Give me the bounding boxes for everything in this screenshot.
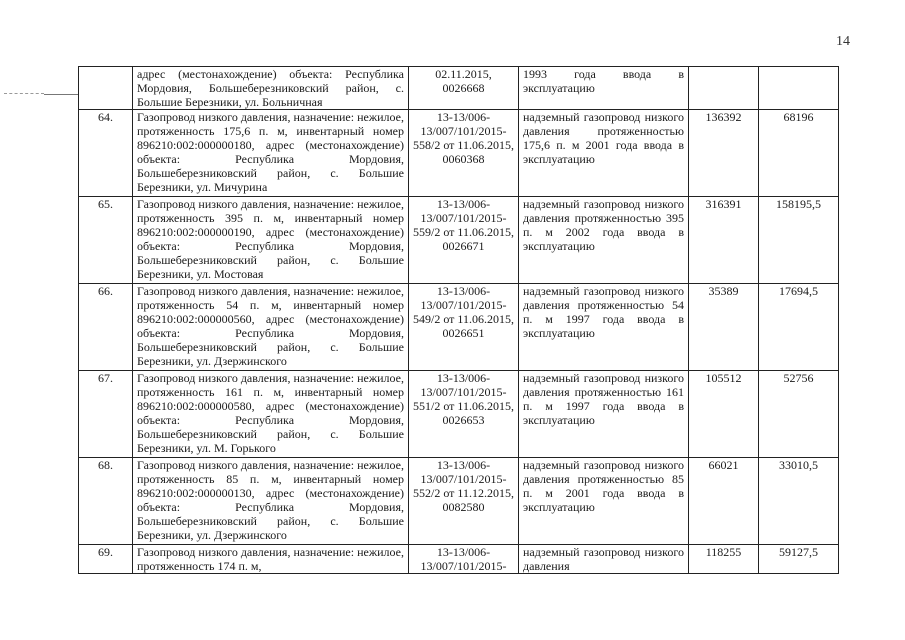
table-row <box>79 458 839 545</box>
value-2: 158195,5 <box>759 197 839 284</box>
page-number: 14 <box>836 34 850 49</box>
table-row <box>79 371 839 458</box>
row-number: 67. <box>79 371 133 458</box>
value-2: 68196 <box>759 110 839 197</box>
object-specification: надземный газопровод низкого давления протяженностью 54 п. м 1997 года ввода в эксплуатацию <box>519 284 689 371</box>
table-row <box>79 284 839 371</box>
registration-record: 13-13/006-13/007/101/2015-558/2 от 11.06.2015, 0060368 <box>409 110 519 197</box>
value-1: 66021 <box>689 458 759 545</box>
table-row <box>79 197 839 284</box>
table-row <box>79 67 839 110</box>
row-number <box>79 67 133 110</box>
object-specification: надземный газопровод низкого давления протяженностью 161 п. м 1997 года ввода в эксплуатацию <box>519 371 689 458</box>
registration-record: 13-13/006-13/007/101/2015-552/2 от 11.12.2015, 0082580 <box>409 458 519 545</box>
object-description: Газопровод низкого давления, назначение: нежилое, протяженность 395 п. м, инвентарный номер 896210:002:000000190, адрес (местонахождение) объекта: Республика Мордовия, Большеберезниковский район, с. Большие Березники, ул. Мостовая <box>133 197 409 284</box>
value-1: 105512 <box>689 371 759 458</box>
row-number: 65. <box>79 197 133 284</box>
value-1: 136392 <box>689 110 759 197</box>
row-number: 69. <box>79 545 133 574</box>
row-number: 66. <box>79 284 133 371</box>
object-specification: надземный газопровод низкого давления протяженностью 395 п. м 2002 года ввода в эксплуатацию <box>519 197 689 284</box>
value-1 <box>689 67 759 110</box>
table-row <box>79 545 839 574</box>
value-2: 33010,5 <box>759 458 839 545</box>
object-specification: надземный газопровод низкого давления протяженностью 85 п. м 2001 года ввода в эксплуатацию <box>519 458 689 545</box>
object-description: Газопровод низкого давления, назначение: нежилое, протяженность 85 п. м, инвентарный номер 896210:002:000000130, адрес (местонахождение) объекта: Республика Мордовия, Большеберезниковский район, с. Большие Березники, ул. Дзержинского <box>133 458 409 545</box>
property-registry-table <box>78 66 839 574</box>
object-specification: 1993 года ввода в эксплуатацию <box>519 67 689 110</box>
value-2: 52756 <box>759 371 839 458</box>
value-2: 17694,5 <box>759 284 839 371</box>
object-description: Газопровод низкого давления, назначение: нежилое, протяженность 161 п. м, инвентарный номер 896210:002:000000580, адрес (местонахождение) объекта: Республика Мордовия, Большеберезниковский район, с. Большие Березники, ул. М. Горького <box>133 371 409 458</box>
table-row <box>79 110 839 197</box>
margin-mark <box>4 93 44 95</box>
value-1: 118255 <box>689 545 759 574</box>
registration-record: 13-13/006-13/007/101/2015- <box>409 545 519 574</box>
object-specification: надземный газопровод низкого давления <box>519 545 689 574</box>
value-1: 316391 <box>689 197 759 284</box>
value-2: 59127,5 <box>759 545 839 574</box>
object-description: адрес (местонахождение) объекта: Республика Мордовия, Большеберезниковский район, с. Большие Березники, ул. Больничная <box>133 67 409 110</box>
row-number: 64. <box>79 110 133 197</box>
registration-record: 13-13/006-13/007/101/2015-549/2 от 11.06.2015, 0026651 <box>409 284 519 371</box>
object-specification: надземный газопровод низкого давления протяженностью 175,6 п. м 2001 года ввода в эксплуатацию <box>519 110 689 197</box>
object-description: Газопровод низкого давления, назначение: нежилое, протяженность 175,6 п. м, инвентарный номер 896210:002:000000180, адрес (местонахождение) объекта: Республика Мордовия, Большеберезниковский район, с. Большие Березники, ул. Мичурина <box>133 110 409 197</box>
registration-record: 13-13/006-13/007/101/2015-559/2 от 11.06.2015, 0026671 <box>409 197 519 284</box>
value-1: 35389 <box>689 284 759 371</box>
row-number: 68. <box>79 458 133 545</box>
registration-record: 13-13/006-13/007/101/2015-551/2 от 11.06.2015, 0026653 <box>409 371 519 458</box>
margin-mark-solid <box>44 94 78 95</box>
object-description: Газопровод низкого давления, назначение: нежилое, протяженность 174 п. м, <box>133 545 409 574</box>
object-description: Газопровод низкого давления, назначение: нежилое, протяженность 54 п. м, инвентарный номер 896210:002:000000560, адрес (местонахождение) объекта: Республика Мордовия, Большеберезниковский район, с. Большие Березники, ул. Дзержинского <box>133 284 409 371</box>
registration-record: 02.11.2015, 0026668 <box>409 67 519 110</box>
value-2 <box>759 67 839 110</box>
